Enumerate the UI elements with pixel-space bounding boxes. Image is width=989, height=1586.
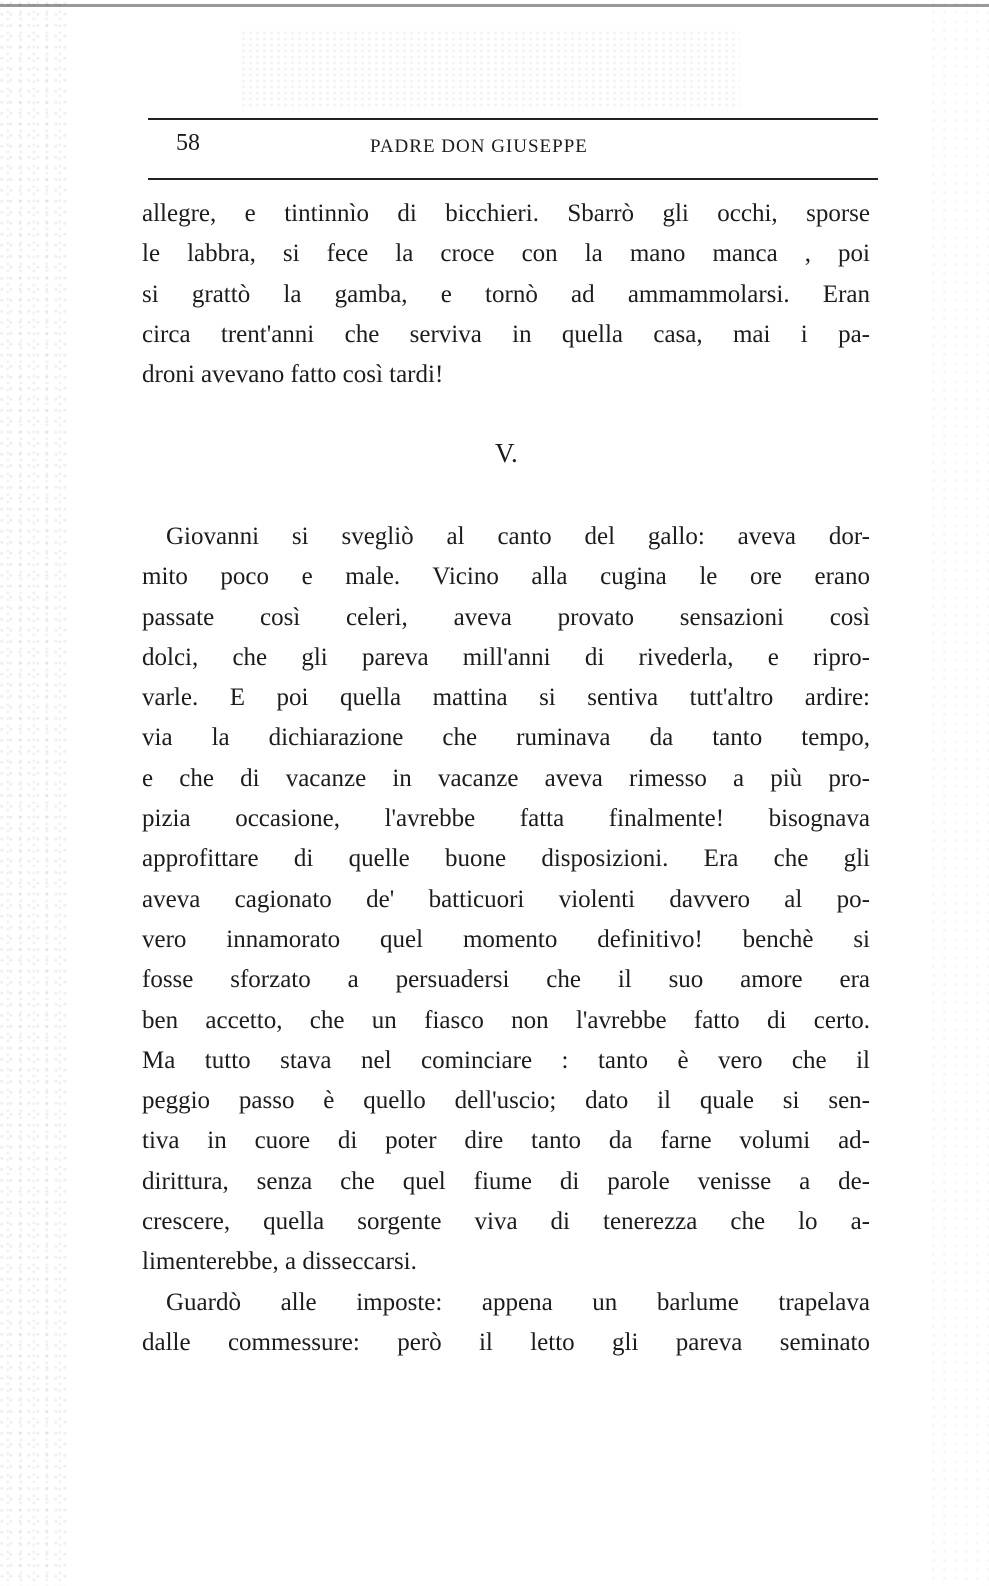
text-line: e che di vacanze in vacanze aveva rimesso a più pro-	[142, 764, 870, 792]
text-line: vero innamorato quel momento definitivo! benchè si	[142, 925, 870, 953]
text-line: passate così celeri, aveva provato sensazioni così	[142, 603, 870, 631]
text-line: dirittura, senza che quel fiume di parole venisse a de-	[142, 1167, 870, 1195]
text-line: Giovanni si svegliò al canto del gallo: aveva dor-	[166, 523, 870, 550]
text-line: dalle commessure: però il letto gli pareva seminato	[142, 1328, 870, 1356]
text-line: limenterebbe, a disseccarsi.	[142, 1248, 417, 1276]
page-number: 58	[176, 130, 200, 156]
text-line: dolci, che gli pareva mill'anni di rivederla, e ripro-	[142, 643, 870, 671]
page-speckle-top	[240, 30, 740, 110]
text-line: allegre, e tintinnìo di bicchieri. Sbarrò gli occhi, sporse	[142, 200, 870, 227]
text-line: aveva cagionato de' batticuori violenti davvero al po-	[142, 885, 870, 913]
text-line: circa trent'anni che serviva in quella casa, mai i pa-	[142, 320, 870, 348]
text-line: mito poco e male. Vicino alla cugina le ore erano	[142, 563, 870, 591]
text-line: crescere, quella sorgente viva di tenerezza che lo a-	[142, 1208, 870, 1236]
page-speckle-right	[929, 0, 989, 1586]
paragraph-1	[142, 517, 870, 1283]
text-line: via la dichiarazione che ruminava da tanto tempo,	[142, 724, 870, 752]
paragraph-2	[142, 1283, 870, 1364]
page-speckle-left	[0, 0, 70, 1586]
text-line: pizia occasione, l'avrebbe fatta finalmente! bisognava	[142, 805, 870, 833]
text-line: Ma tutto stava nel cominciare : tanto è vero che il	[142, 1046, 870, 1074]
text-line: tiva in cuore di poter dire tanto da farne volumi ad-	[142, 1127, 870, 1155]
running-title: PADRE DON GIUSEPPE	[370, 136, 588, 157]
text-line: peggio passo è quello dell'uscio; dato il quale si sen-	[142, 1087, 870, 1115]
text-line: droni avevano fatto così tardi!	[142, 361, 444, 389]
text-line: approfittare di quelle buone disposizioni. Era che gli	[142, 845, 870, 873]
body-text	[142, 517, 870, 1363]
page-top-edge	[0, 4, 989, 7]
continued-paragraph	[142, 194, 870, 395]
page-header	[148, 118, 878, 180]
text-line: ben accetto, che un fiasco non l'avrebbe fatto di certo.	[142, 1006, 870, 1034]
section-heading: V.	[495, 438, 518, 468]
text-line: le labbra, si fece la croce con la mano manca , poi	[142, 240, 870, 268]
text-line: fosse sforzato a persuadersi che il suo amore era	[142, 966, 870, 994]
text-line: varle. E poi quella mattina si sentiva tutt'altro ardire:	[142, 684, 870, 712]
text-line: Guardò alle imposte: appena un barlume trapelava	[166, 1288, 870, 1316]
text-line: si grattò la gamba, e tornò ad ammammolarsi. Eran	[142, 280, 870, 308]
